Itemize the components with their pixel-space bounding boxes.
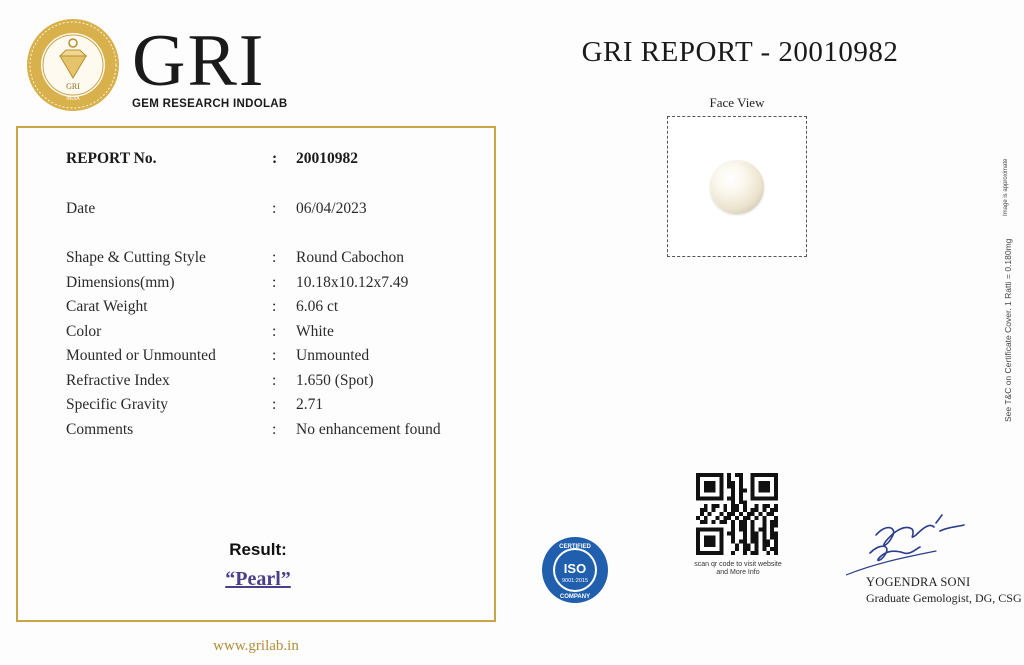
gem-photo-frame	[667, 116, 807, 257]
result-value	[18, 568, 498, 591]
svg-text:INDIA: INDIA	[66, 96, 80, 102]
svg-text:CERTIFIED: CERTIFIED	[559, 544, 591, 550]
image-approx-note: Image is approximate	[1003, 158, 1009, 216]
svg-text:9001:2015: 9001:2015	[562, 578, 588, 584]
detail-label: Color	[66, 323, 102, 340]
result-value-text: “Pearl”	[225, 568, 291, 590]
signature	[846, 505, 970, 585]
side-notes	[985, 154, 1024, 424]
report-details-box	[16, 126, 496, 622]
pearl-image	[710, 160, 764, 214]
brand-name: GRI	[132, 20, 266, 102]
qr-code[interactable]	[696, 473, 778, 555]
detail-value: 10.18x10.12x7.49	[296, 274, 409, 291]
brand-block	[132, 20, 288, 110]
detail-label: Mounted or Unmounted	[66, 347, 216, 364]
detail-label: Refractive Index	[66, 372, 170, 389]
qr-caption	[680, 561, 796, 577]
qr-caption-line-2: and More Info	[716, 569, 760, 576]
detail-value: 06/04/2023	[296, 200, 367, 217]
detail-value: 20010982	[296, 150, 358, 167]
terms-note: See T&C on Certificate Cover. 1 Ratti = 0.180mg	[1003, 238, 1013, 422]
detail-separator: :	[272, 249, 277, 266]
face-view-label: Face View	[709, 95, 765, 110]
detail-separator: :	[272, 421, 277, 438]
detail-separator: :	[272, 274, 277, 291]
qr-caption-line-1: scan qr code to visit website	[694, 561, 782, 568]
detail-separator: :	[272, 396, 277, 413]
detail-value: 2.71	[296, 396, 324, 413]
detail-label: Comments	[66, 421, 134, 438]
svg-text:COMPANY: COMPANY	[559, 594, 591, 600]
detail-separator: :	[272, 323, 277, 340]
detail-label: Dimensions(mm)	[66, 274, 175, 291]
svg-text:ISO: ISO	[563, 561, 587, 576]
iso-certified-badge	[541, 536, 609, 604]
detail-separator: :	[272, 150, 278, 167]
brand-subtitle: GEM RESEARCH INDOLAB	[132, 98, 288, 110]
result-label: Result:	[229, 540, 287, 559]
detail-value: 1.650 (Spot)	[296, 372, 374, 389]
signatory-title: Graduate Gemologist, DG, CSG	[866, 591, 1022, 605]
detail-separator: :	[272, 298, 277, 315]
detail-value: Round Cabochon	[296, 249, 405, 266]
report-title: GRI REPORT - 20010982	[581, 36, 899, 68]
detail-label: Shape & Cutting Style	[66, 249, 206, 266]
detail-value: White	[296, 323, 334, 340]
detail-separator: :	[272, 372, 277, 389]
detail-value: 6.06 ct	[296, 298, 339, 315]
detail-value: No enhancement found	[296, 421, 441, 438]
website-link[interactable]: www.grilab.in	[213, 638, 299, 654]
detail-separator: :	[272, 200, 277, 217]
detail-separator: :	[272, 347, 277, 364]
svg-text:GRI: GRI	[66, 82, 80, 91]
detail-value: Unmounted	[296, 347, 370, 364]
detail-label: Date	[66, 200, 96, 217]
detail-label: Specific Gravity	[66, 396, 169, 413]
detail-label: REPORT No.	[66, 150, 157, 167]
signatory-name: YOGENDRA SONI	[866, 575, 971, 589]
gri-seal-logo	[26, 18, 120, 112]
detail-label: Carat Weight	[66, 298, 148, 315]
